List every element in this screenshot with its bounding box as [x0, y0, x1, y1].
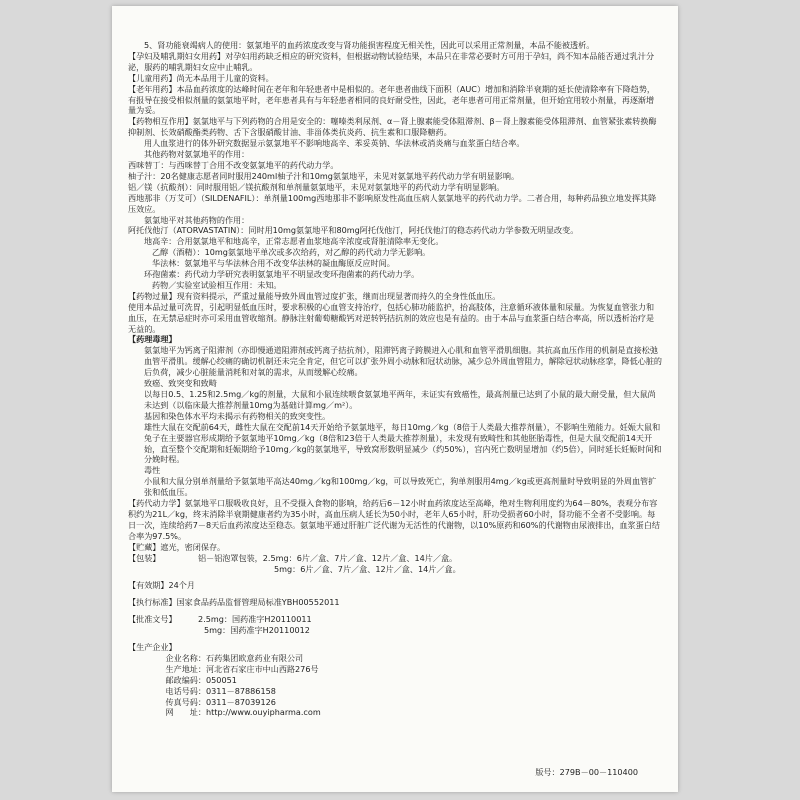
toxicity-para: 小鼠和大鼠分别单剂量给予氨氯地平高达40mg／kg和100mg／kg，可以导致死亡，狗单剂服用4mg／kg或更高剂量时导致明显的外周血管扩张和低血压。: [144, 476, 657, 498]
approval-line-2: [128, 625, 662, 636]
pharmacology-heading: 【药理毒理】: [128, 334, 177, 345]
postcode-key: 邮政编码：: [165, 674, 206, 685]
packaging-text-1: 铝－铝泡罩包装，2.5mg：6片／盒、7片／盒、12片／盒、14片／盒。: [198, 552, 458, 563]
manufacturer-row: [128, 697, 662, 708]
manufacturer-row: [128, 664, 662, 675]
interactions-section: 【药物相互作用】氨氯地平与下列药物的合用是安全的：噻嗪类利尿剂、α－肾上腺素能受体阻滞剂、β－肾上腺素能受体阻滞剂、血管紧张素转换酶抑制剂、长效硝酸酯类药物、舌下含服硝酸甘油、非甾体类抗炎药、抗生素和口服降糖药。: [128, 116, 657, 138]
interaction-digoxin: 地高辛：合用氨氯地平和地高辛，正常志愿者血浆地高辛浓度或肾脏清除率无变化。: [144, 236, 444, 247]
company-name-value: 石药集团欧意药业有限公司: [206, 652, 304, 663]
company-name-key: 企业名称：: [165, 652, 206, 663]
packaging-text-2: 5mg：6片／盒、7片／盒、12片／盒、14片／盒。: [274, 563, 461, 574]
manufacturer-row: [128, 707, 662, 718]
standard-section: 【执行标准】国家食品药品监督管理局标准YBH00552011: [128, 597, 340, 608]
packaging-line-1: [128, 553, 662, 564]
overdose-para: 使用本品过量可洗胃，引起明显低血压时，要求积极的心血管支持治疗，包括心肺功能监护，抬高肢体，注意循环液体量和尿量。为恢复血管张力和血压，在无禁忌症时亦可采用血管收缩剂。静脉注射葡萄糖酸钙对逆转钙拮抗剂的效应也是有益的。由于本品与血浆蛋白结合率高，所以透析治疗是无益的。: [128, 301, 655, 334]
interaction-antacid: 铝／镁（抗酸剂）：同时服用铝／镁抗酸剂和单剂量氨氯地平，未见对氨氯地平的药代动力学有明显影响。: [128, 181, 505, 192]
approval-text-1: 2.5mg：国药准字H20110011: [198, 614, 312, 625]
manufacturer-row: [128, 675, 662, 686]
pediatric-section: 【儿童用药】尚无本品用于儿童的资料。: [128, 72, 274, 83]
phone-value: 0311－87886158: [206, 685, 276, 696]
carcinogenesis-heading: 致癌、致突变和致畸: [144, 378, 217, 389]
approval-label: 【批准文号】: [128, 614, 177, 625]
carcinogenesis-para: 以每日0.5、1.25和2.5mg／kg的剂量，大鼠和小鼠连续喂食氨氯地平两年，未证实有致癌性，最高剂量已达到了小鼠的最大耐受量，但大鼠尚未达到（以临床最大推荐剂量10mg为基础计算mg／m²）。: [144, 389, 656, 410]
storage-section: 【贮藏】遮光，密闭保存。: [128, 541, 226, 552]
pregnancy-section: 【孕妇及哺乳期妇女用药】对孕妇用药缺乏相应的研究资料，但根据动物试验结果，本品只在非常必要时方可用于孕妇，尚不知本品能否通过乳汁分泌，服药的哺乳期妇女应中止哺乳。: [128, 50, 655, 72]
pharmacokinetics-section: 【药代动力学】氨氯地平口服吸收良好，且不受摄入食物的影响，给药后6－12小时血药浓度达至高峰，绝对生物利用度约为64－80%，表观分布容积约为21L／kg，终末消除半衰期健康者约为35小时，高血压病人延长为50小时，老年人65小时，肝功受损者60小时，肾功能不全者不受影响。每日一次，连续给药7－8天后血药浓度达至稳态。氨氯地平通过肝脏广泛代谢为无活性的代谢物，以10%原药和60%的代谢物由尿液排出，血浆蛋白结合率为97.5%。: [128, 498, 660, 541]
interaction-grapefruit: 柚子汁：20名健康志愿者同时服用240ml柚子汁和10mg氨氯地平，未见对氨氯地平药代动力学有明显影响。: [128, 170, 520, 181]
pharmacology-para: 氨氯地平为钙离子阻滞剂（亦即慢通道阻滞剂或钙离子拮抗剂），阻滞钙离子跨膜进入心肌和血管平滑肌细胞。其抗高血压作用的机制是直接松弛血管平滑肌。缓解心绞痛的确切机制还未完全肯定，但它可以扩张外周小动脉和冠状动脉，减少总外周血管阻力，解除冠状动脉痉挛，降低心脏的后负荷，减少心脏能量消耗和对氧的需求，从而缓解心绞痛。: [144, 345, 663, 378]
website-value: http://www.ouyipharma.com: [206, 707, 321, 718]
interaction-cimetidine: 西咪替丁：与西咪替丁合用不改变氨氯地平的药代动力学。: [128, 159, 339, 170]
interaction-warfarin: 华法林：氨氯地平与华法林合用不改变华法林的凝血酶原反应时间。: [152, 258, 395, 269]
interaction-ethanol: 乙醇（酒精）：10mg氨氯地平单次或多次给药，对乙醇的药代动力学无影响。: [152, 247, 431, 258]
mutagenesis-para: 基因和染色体水平均未揭示有药物相关的致突变性。: [144, 410, 331, 421]
manufacturer-row: [128, 653, 662, 664]
manufacturer-heading: 【生产企业】: [128, 642, 177, 653]
packaging-label: 【包装】: [128, 552, 161, 563]
renal-note: 5、肾功能衰竭病人的使用：氨氯地平的血药浓度改变与肾功能损害程度无相关性，因此可以采用正常剂量，本品不能被透析。: [144, 40, 595, 50]
interaction-lab: 药物／实验室试验相互作用：未知。: [152, 279, 282, 290]
interactions-subhead: 其他药物对氨氯地平的作用：: [144, 149, 250, 160]
interactions-subhead-2: 氨氯地平对其他药物的作用：: [144, 214, 250, 225]
toxicity-heading: 毒性: [144, 465, 161, 476]
overdose-section: 【药物过量】现有资料提示，严重过量能导致外周血管过度扩张，继而出现显著而持久的全身性低血压。: [128, 290, 501, 301]
address-key: 生产地址：: [165, 663, 206, 674]
manufacturer-row: [128, 686, 662, 697]
fax-value: 0311－87039126: [206, 696, 276, 707]
packaging-line-2: [128, 564, 662, 575]
leaflet-content: [128, 40, 662, 718]
interactions-para: 用人血浆进行的体外研究数据显示氨氯地平不影响地高辛、苯妥英钠、华法林或消炎痛与血浆蛋白结合率。: [144, 138, 525, 149]
manufacturer-rows: [128, 653, 662, 718]
postcode-value: 050051: [206, 674, 237, 685]
fax-key: 传真号码：: [165, 696, 206, 707]
address-value: 河北省石家庄市中山西路276号: [206, 663, 319, 674]
interaction-sildenafil: 西地那非（万艾可）（SILDENAFIL）：单剂量100mg西地那非不影响原发性高血压病人氨氯地平的药代动力学。二者合用，每种药品独立地发挥其降压效应。: [128, 192, 657, 214]
leaflet-sheet: [112, 6, 678, 792]
approval-text-2: 5mg：国药准字H20110012: [204, 625, 310, 636]
interaction-cyclosporine: 环孢菌素：药代动力学研究表明氨氯地平不明显改变环孢菌素的药代动力学。: [144, 269, 420, 280]
version-number: 版号：279B－00－110400: [535, 767, 638, 777]
website-key: 网 址：: [165, 707, 206, 718]
phone-key: 电话号码：: [165, 685, 206, 696]
approval-line-1: [128, 614, 662, 625]
fertility-para: 雄性大鼠在交配前64天，雌性大鼠在交配前14天开始给予氨氯地平，每日10mg／kg（8倍于人类最大推荐剂量），不影响生殖能力。妊娠大鼠和兔子在主要器官形成期给予氨氯地平10mg／kg（8倍和23倍于人类最大推荐剂量），未发现有致畸性和其他胚胎毒性，但是大鼠交配前14天开始，直至整个交配期和妊娠期给予10mg／kg的氨氯地平，导致窝形数明显减少（约50%），宫内死亡数明显增加（约5倍），同时延长妊娠时间和分娩时程。: [144, 421, 662, 465]
validity-section: 【有效期】24个月: [128, 580, 195, 591]
geriatric-section: 【老年用药】本品血药浓度的达峰时间在老年和年轻患者中是相似的。老年患者曲线下面积（AUC）增加和消除半衰期的延长使清除率有下降趋势，有报导在接受相似剂量的氨氯地平时，老年患者具有与年轻患者相同的良好耐受性，因此，老年患者可用正常剂量，但开始宜用较小剂量，再逐渐增量为妥。: [128, 83, 656, 116]
interaction-atorvastatin: 阿托伐他汀（ATORVASTATIN）：同时用10mg氨氯地平和80mg阿托伐他汀，阿托伐他汀的稳态药代动力学参数无明显改变。: [128, 225, 579, 236]
